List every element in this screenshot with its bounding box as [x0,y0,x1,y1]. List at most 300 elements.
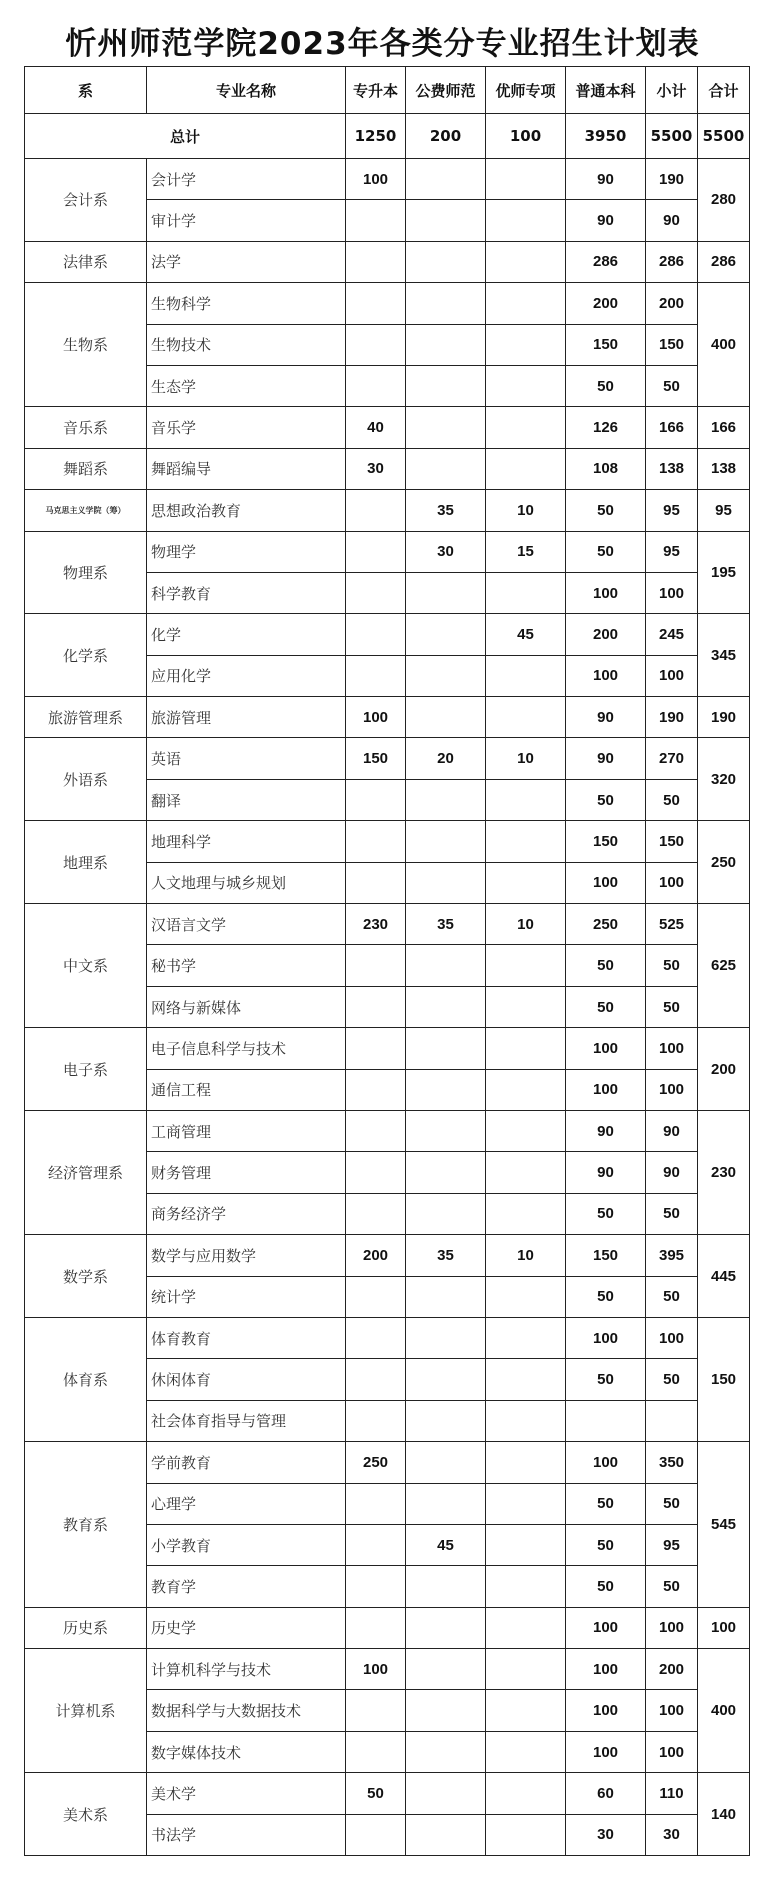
table-row [25,407,750,448]
major-name: 应用化学 [147,655,346,696]
grand-total-zsb: 1250 [346,114,406,159]
yszx-value [486,655,566,696]
ptbk-value: 100 [566,1442,646,1483]
table-row [25,1649,750,1690]
yszx-value [486,448,566,489]
col-header-gfsf: 公费师范 [406,67,486,114]
subtotal-value: 100 [646,1317,698,1358]
yszx-value [486,1276,566,1317]
subtotal-value: 50 [646,986,698,1027]
ptbk-value: 250 [566,904,646,945]
yszx-value [486,365,566,406]
major-name: 数据科学与大数据技术 [147,1690,346,1731]
subtotal-value: 30 [646,1814,698,1855]
yszx-value [486,1442,566,1483]
gfsf-value [406,324,486,365]
yszx-value [486,407,566,448]
subtotal-value: 166 [646,407,698,448]
department-name: 马克思主义学院（筹） [25,490,147,531]
subtotal-value: 150 [646,821,698,862]
zsb-value: 50 [346,1773,406,1814]
department-total: 280 [698,159,750,242]
department-name: 计算机系 [25,1649,147,1773]
zsb-value [346,1276,406,1317]
gfsf-value [406,1069,486,1110]
gfsf-value [406,655,486,696]
ptbk-value: 50 [566,1359,646,1400]
department-name: 化学系 [25,614,147,697]
department-name: 生物系 [25,283,147,407]
major-name: 书法学 [147,1814,346,1855]
department-name: 电子系 [25,1028,147,1111]
department-name: 音乐系 [25,407,147,448]
table-row [25,904,750,945]
ptbk-value: 100 [566,1731,646,1772]
table-row [25,283,750,324]
department-name: 舞蹈系 [25,448,147,489]
subtotal-value: 95 [646,531,698,572]
ptbk-value: 50 [566,1483,646,1524]
major-name: 生物技术 [147,324,346,365]
yszx-value [486,1152,566,1193]
zsb-value [346,779,406,820]
gfsf-value: 30 [406,531,486,572]
gfsf-value [406,200,486,241]
ptbk-value: 90 [566,697,646,738]
yszx-value [486,1731,566,1772]
gfsf-value [406,614,486,655]
zsb-value [346,1110,406,1151]
department-total: 190 [698,697,750,738]
zsb-value [346,655,406,696]
ptbk-value: 126 [566,407,646,448]
gfsf-value [406,779,486,820]
table-row [25,1110,750,1151]
gfsf-value [406,945,486,986]
table-row [25,738,750,779]
department-name: 体育系 [25,1317,147,1441]
yszx-value [486,1607,566,1648]
major-name: 小学教育 [147,1524,346,1565]
yszx-value: 10 [486,904,566,945]
yszx-value: 10 [486,1235,566,1276]
major-name: 电子信息科学与技术 [147,1028,346,1069]
ptbk-value: 90 [566,1110,646,1151]
major-name: 统计学 [147,1276,346,1317]
zsb-value [346,862,406,903]
gfsf-value [406,1152,486,1193]
gfsf-value [406,159,486,200]
major-name: 休闲体育 [147,1359,346,1400]
subtotal-value: 350 [646,1442,698,1483]
table-row [25,1235,750,1276]
major-name: 工商管理 [147,1110,346,1151]
ptbk-value: 150 [566,324,646,365]
yszx-value [486,159,566,200]
zsb-value [346,821,406,862]
grand-total-total: 5500 [698,114,750,159]
subtotal-value: 90 [646,200,698,241]
grand-total-row [25,114,750,159]
zsb-value: 230 [346,904,406,945]
major-name: 音乐学 [147,407,346,448]
subtotal-value: 100 [646,1069,698,1110]
gfsf-value [406,1359,486,1400]
subtotal-value: 100 [646,1731,698,1772]
department-total: 286 [698,241,750,282]
gfsf-value [406,572,486,613]
zsb-value [346,1731,406,1772]
col-header-zsb: 专升本 [346,67,406,114]
ptbk-value: 50 [566,986,646,1027]
gfsf-value: 35 [406,490,486,531]
gfsf-value: 35 [406,904,486,945]
ptbk-value: 100 [566,1069,646,1110]
ptbk-value: 50 [566,490,646,531]
gfsf-value [406,1317,486,1358]
yszx-value [486,1690,566,1731]
major-name: 舞蹈编导 [147,448,346,489]
yszx-value [486,1317,566,1358]
department-total: 150 [698,1317,750,1441]
department-name: 美术系 [25,1773,147,1856]
subtotal-value: 50 [646,365,698,406]
zsb-value [346,1069,406,1110]
ptbk-value: 100 [566,1607,646,1648]
zsb-value [346,283,406,324]
department-name: 法律系 [25,241,147,282]
yszx-value [486,1483,566,1524]
zsb-value: 30 [346,448,406,489]
zsb-value [346,200,406,241]
department-total: 200 [698,1028,750,1111]
grand-total-yszx: 100 [486,114,566,159]
table-row [25,490,750,531]
zsb-value [346,490,406,531]
table-row [25,159,750,200]
major-name: 网络与新媒体 [147,986,346,1027]
zsb-value [346,531,406,572]
subtotal-value: 138 [646,448,698,489]
department-total: 230 [698,1110,750,1234]
ptbk-value: 100 [566,862,646,903]
gfsf-value [406,1442,486,1483]
department-name: 中文系 [25,904,147,1028]
yszx-value [486,1028,566,1069]
yszx-value [486,697,566,738]
department-total: 400 [698,283,750,407]
department-name: 会计系 [25,159,147,242]
gfsf-value [406,697,486,738]
gfsf-value [406,241,486,282]
subtotal-value: 100 [646,1028,698,1069]
department-name: 经济管理系 [25,1110,147,1234]
department-name: 外语系 [25,738,147,821]
gfsf-value [406,1028,486,1069]
gfsf-value [406,1483,486,1524]
yszx-value [486,986,566,1027]
department-total: 545 [698,1442,750,1608]
department-name: 物理系 [25,531,147,614]
zsb-value [346,1359,406,1400]
subtotal-value: 245 [646,614,698,655]
yszx-value [486,241,566,282]
subtotal-value: 200 [646,283,698,324]
subtotal-value: 100 [646,1607,698,1648]
subtotal-value: 395 [646,1235,698,1276]
zsb-value: 200 [346,1235,406,1276]
subtotal-value [646,1400,698,1441]
zsb-value [346,1566,406,1607]
major-name: 体育教育 [147,1317,346,1358]
yszx-value [486,821,566,862]
zsb-value: 100 [346,1649,406,1690]
major-name: 生态学 [147,365,346,406]
gfsf-value [406,1110,486,1151]
yszx-value [486,572,566,613]
yszx-value [486,779,566,820]
gfsf-value: 20 [406,738,486,779]
major-name: 数字媒体技术 [147,1731,346,1772]
col-header-total: 合计 [698,67,750,114]
major-name: 汉语言文学 [147,904,346,945]
subtotal-value: 90 [646,1110,698,1151]
col-header-department: 系 [25,67,147,114]
ptbk-value: 200 [566,283,646,324]
table-row [25,531,750,572]
subtotal-value: 286 [646,241,698,282]
department-total: 250 [698,821,750,904]
major-name: 社会体育指导与管理 [147,1400,346,1441]
zsb-value: 250 [346,1442,406,1483]
zsb-value [346,365,406,406]
zsb-value [346,986,406,1027]
ptbk-value: 90 [566,738,646,779]
zsb-value [346,1193,406,1234]
ptbk-value: 108 [566,448,646,489]
ptbk-value: 100 [566,572,646,613]
gfsf-value [406,986,486,1027]
zsb-value [346,1483,406,1524]
ptbk-value: 286 [566,241,646,282]
major-name: 化学 [147,614,346,655]
yszx-value [486,200,566,241]
zsb-value [346,1524,406,1565]
department-total: 400 [698,1649,750,1773]
major-name: 旅游管理 [147,697,346,738]
gfsf-value [406,1276,486,1317]
ptbk-value: 100 [566,1690,646,1731]
ptbk-value: 90 [566,159,646,200]
department-total: 195 [698,531,750,614]
department-total: 100 [698,1607,750,1648]
major-name: 财务管理 [147,1152,346,1193]
gfsf-value: 35 [406,1235,486,1276]
major-name: 学前教育 [147,1442,346,1483]
zsb-value [346,1607,406,1648]
grand-total-label: 总计 [25,114,346,159]
gfsf-value [406,283,486,324]
major-name: 会计学 [147,159,346,200]
subtotal-value: 190 [646,697,698,738]
department-total: 625 [698,904,750,1028]
table-row [25,1773,750,1814]
yszx-value: 10 [486,738,566,779]
ptbk-value: 100 [566,1028,646,1069]
yszx-value [486,1069,566,1110]
department-name: 历史系 [25,1607,147,1648]
gfsf-value [406,407,486,448]
table-row [25,1607,750,1648]
ptbk-value [566,1400,646,1441]
zsb-value [346,1028,406,1069]
gfsf-value [406,1814,486,1855]
department-total: 140 [698,1773,750,1856]
table-row [25,448,750,489]
yszx-value [486,862,566,903]
yszx-value [486,1814,566,1855]
gfsf-value [406,821,486,862]
subtotal-value: 100 [646,1690,698,1731]
subtotal-value: 50 [646,1359,698,1400]
ptbk-value: 100 [566,655,646,696]
major-name: 英语 [147,738,346,779]
ptbk-value: 50 [566,365,646,406]
page-title: 忻州师范学院2023年各类分专业招生计划表 [65,26,700,62]
major-name: 地理科学 [147,821,346,862]
zsb-value: 100 [346,697,406,738]
department-name: 地理系 [25,821,147,904]
table-row [25,241,750,282]
gfsf-value [406,365,486,406]
yszx-value [486,1193,566,1234]
ptbk-value: 50 [566,531,646,572]
ptbk-value: 90 [566,1152,646,1193]
major-name: 人文地理与城乡规划 [147,862,346,903]
subtotal-value: 110 [646,1773,698,1814]
major-name: 审计学 [147,200,346,241]
yszx-value: 45 [486,614,566,655]
yszx-value [486,1400,566,1441]
gfsf-value [406,1773,486,1814]
header-row [25,67,750,114]
yszx-value [486,1649,566,1690]
major-name: 物理学 [147,531,346,572]
grand-total-gfsf: 200 [406,114,486,159]
subtotal-value: 95 [646,490,698,531]
major-name: 历史学 [147,1607,346,1648]
zsb-value [346,1690,406,1731]
major-name: 教育学 [147,1566,346,1607]
major-name: 秘书学 [147,945,346,986]
yszx-value: 15 [486,531,566,572]
major-name: 生物科学 [147,283,346,324]
subtotal-value: 100 [646,572,698,613]
ptbk-value: 100 [566,1317,646,1358]
subtotal-value: 190 [646,159,698,200]
table-row [25,1442,750,1483]
gfsf-value [406,1400,486,1441]
yszx-value [486,1359,566,1400]
ptbk-value: 50 [566,1566,646,1607]
col-header-major: 专业名称 [147,67,346,114]
subtotal-value: 50 [646,1276,698,1317]
ptbk-value: 50 [566,779,646,820]
table-row [25,1317,750,1358]
subtotal-value: 200 [646,1649,698,1690]
col-header-subtotal: 小计 [646,67,698,114]
department-total: 138 [698,448,750,489]
zsb-value [346,572,406,613]
zsb-value [346,945,406,986]
subtotal-value: 270 [646,738,698,779]
subtotal-value: 150 [646,324,698,365]
subtotal-value: 100 [646,862,698,903]
subtotal-value: 50 [646,1483,698,1524]
gfsf-value [406,1193,486,1234]
subtotal-value: 50 [646,1566,698,1607]
ptbk-value: 150 [566,821,646,862]
col-header-yszx: 优师专项 [486,67,566,114]
major-name: 通信工程 [147,1069,346,1110]
table-row [25,614,750,655]
subtotal-value: 50 [646,779,698,820]
zsb-value [346,241,406,282]
yszx-value [486,1110,566,1151]
gfsf-value [406,448,486,489]
major-name: 科学教育 [147,572,346,613]
subtotal-value: 50 [646,1193,698,1234]
ptbk-value: 90 [566,200,646,241]
ptbk-value: 150 [566,1235,646,1276]
gfsf-value [406,1649,486,1690]
zsb-value [346,1317,406,1358]
zsb-value [346,614,406,655]
major-name: 心理学 [147,1483,346,1524]
gfsf-value [406,862,486,903]
subtotal-value: 50 [646,945,698,986]
major-name: 数学与应用数学 [147,1235,346,1276]
col-header-ptbk: 普通本科 [566,67,646,114]
zsb-value: 40 [346,407,406,448]
yszx-value [486,1773,566,1814]
zsb-value [346,1152,406,1193]
table-row [25,697,750,738]
zsb-value: 100 [346,159,406,200]
subtotal-value: 100 [646,655,698,696]
department-name: 旅游管理系 [25,697,147,738]
zsb-value [346,1814,406,1855]
table-row [25,821,750,862]
yszx-value: 10 [486,490,566,531]
ptbk-value: 30 [566,1814,646,1855]
department-name: 数学系 [25,1235,147,1318]
major-name: 商务经济学 [147,1193,346,1234]
yszx-value [486,283,566,324]
major-name: 翻译 [147,779,346,820]
department-total: 345 [698,614,750,697]
major-name: 计算机科学与技术 [147,1649,346,1690]
gfsf-value [406,1690,486,1731]
grand-total-ptbk: 3950 [566,114,646,159]
department-total: 320 [698,738,750,821]
yszx-value [486,945,566,986]
yszx-value [486,1524,566,1565]
subtotal-value: 525 [646,904,698,945]
subtotal-value: 95 [646,1524,698,1565]
major-name: 法学 [147,241,346,282]
enrollment-plan-table [24,66,750,1856]
